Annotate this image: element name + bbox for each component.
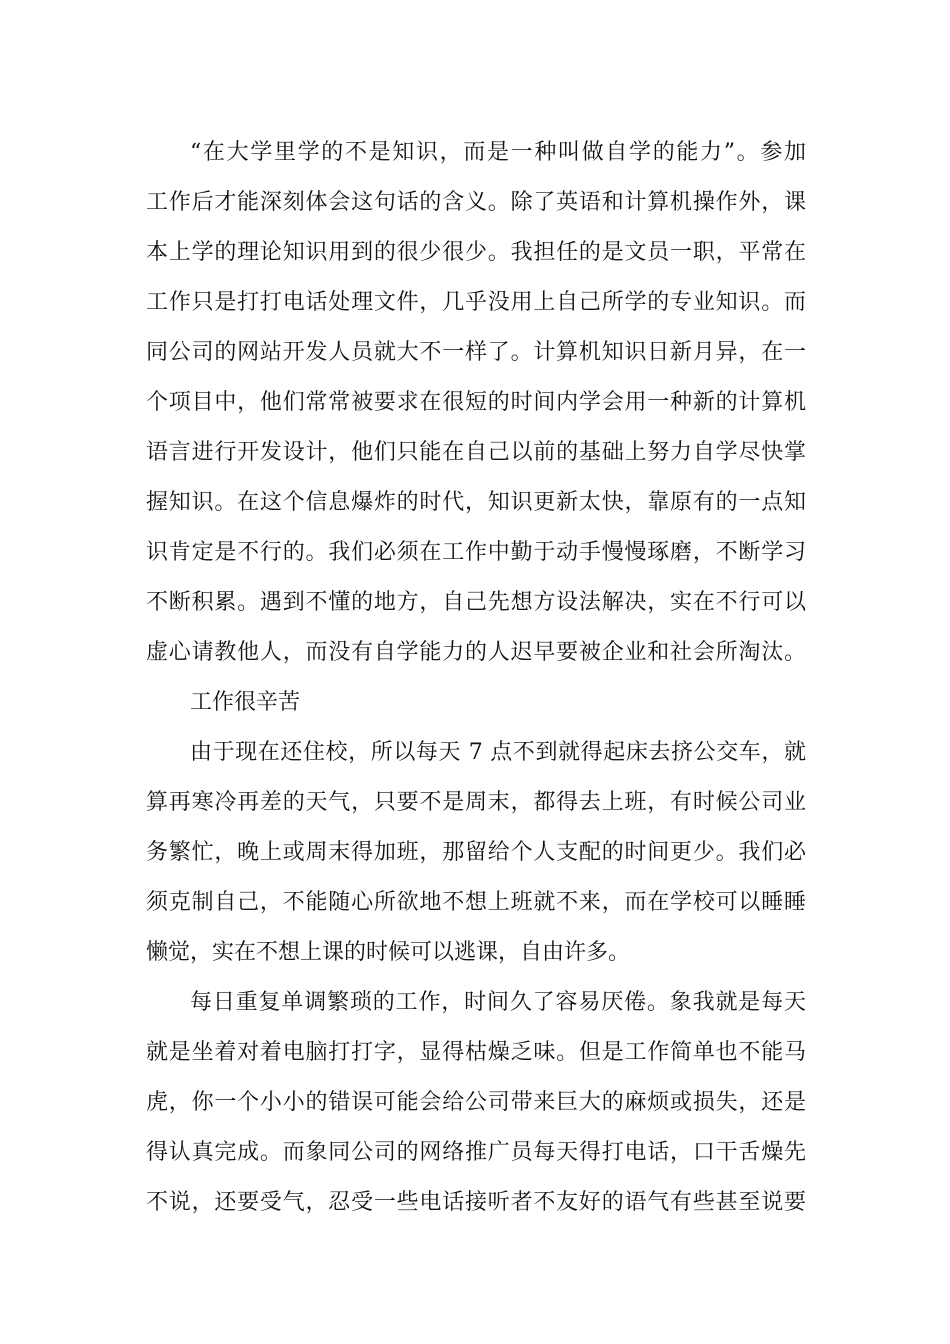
- paragraph-line: 懒觉，实在不想上课的时候可以逃课，自由许多。: [146, 940, 631, 965]
- paragraph-line: “在大学里学的不是知识，而是一种叫做自学的能力”。参加: [190, 140, 806, 165]
- paragraph-line: 识肯定是不行的。我们必须在工作中勤于动手慢慢琢磨，不断学习: [146, 540, 806, 565]
- document-body: [146, 128, 806, 1228]
- paragraph-line: 同公司的网站开发人员就大不一样了。计算机知识日新月异，在一: [146, 340, 806, 365]
- paragraph-line: 本上学的理论知识用到的很少很少。我担任的是文员一职，平常在: [146, 240, 806, 265]
- paragraph-line: 由于现在还住校，所以每天 7 点不到就得起床去挤公交车，就: [190, 740, 806, 765]
- paragraph-line: 每日重复单调繁琐的工作，时间久了容易厌倦。象我就是每天: [190, 990, 806, 1015]
- paragraph-line: 虚心请教他人，而没有自学能力的人迟早要被企业和社会所淘汰。: [146, 640, 806, 665]
- paragraph-commute: [146, 728, 806, 978]
- paragraph-line: 算再寒冷再差的天气，只要不是周末，都得去上班，有时候公司业: [146, 790, 806, 815]
- paragraph-line: 得认真完成。而象同公司的网络推广员每天得打电话，口干舌燥先: [146, 1140, 806, 1165]
- paragraph-line: 握知识。在这个信息爆炸的时代，知识更新太快，靠原有的一点知: [146, 490, 806, 515]
- section-heading: 工作很辛苦: [190, 690, 301, 715]
- section-heading-hard-work: [146, 678, 806, 728]
- paragraph-repetitive-work: [146, 978, 806, 1228]
- paragraph-line: 工作后才能深刻体会这句话的含义。除了英语和计算机操作外，课: [146, 190, 806, 215]
- paragraph-line: 工作只是打打电话处理文件，几乎没用上自己所学的专业知识。而: [146, 290, 806, 315]
- paragraph-line: 务繁忙，晚上或周末得加班，那留给个人支配的时间更少。我们必: [146, 840, 806, 865]
- paragraph-line: 不说，还要受气，忍受一些电话接听者不友好的语气有些甚至说要: [146, 1190, 806, 1215]
- paragraph-line: 语言进行开发设计，他们只能在自己以前的基础上努力自学尽快掌: [146, 440, 806, 465]
- paragraph-line: 不断积累。遇到不懂的地方，自己先想方设法解决，实在不行可以: [146, 590, 806, 615]
- paragraph-line: 个项目中，他们常常被要求在很短的时间内学会用一种新的计算机: [146, 390, 806, 415]
- paragraph-line: 须克制自己，不能随心所欲地不想上班就不来，而在学校可以睡睡: [146, 890, 806, 915]
- paragraph-self-learning: [146, 128, 806, 678]
- paragraph-line: 就是坐着对着电脑打打字，显得枯燥乏味。但是工作简单也不能马: [146, 1040, 806, 1065]
- paragraph-line: 虎，你一个小小的错误可能会给公司带来巨大的麻烦或损失，还是: [146, 1090, 806, 1115]
